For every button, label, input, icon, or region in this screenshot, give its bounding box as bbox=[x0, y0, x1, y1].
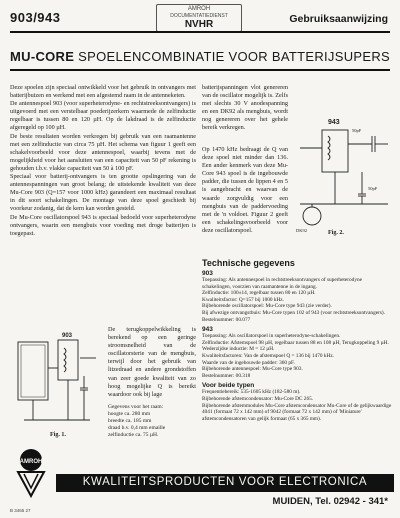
specs-heading: Technische gegevens bbox=[202, 258, 295, 268]
figure-2-coil-label: 943 bbox=[328, 119, 340, 126]
figure-1-schematic bbox=[10, 328, 106, 444]
body-right bbox=[202, 84, 288, 133]
paragraph: Op 1470 kHz bedraagt de Q van deze spoel niet minder dan 136. Een ander kenmerk van deze Mu-Core 943 spoel is de ingebouwde padder, die tussen de lippen 4 en 5 is aangebracht en waarvan de waarde zorgvuldig voor een mengbuis van de paddervoeding met de 'n voldoet. Figuur 2 geeft een schakelingsvoorbeeld voor deze oscillatorspoel. bbox=[202, 146, 288, 234]
amroh-logo bbox=[8, 448, 54, 500]
paragraph: De Mu-Core oscillatorspoel 943 is speciaal bedoeld voor superheterodyne ontvangers, waarin een mengbuis voor voeding met droge batterijen is toegepast. bbox=[10, 213, 196, 237]
spec-line: Kwaliteitsfactoren: Van de afstemspoel Q = 136 bij 1470 kHz. bbox=[202, 352, 335, 359]
figure-1-caption: Fig. 1. bbox=[50, 432, 66, 438]
spec-line: Bij afwezige ontvangstbuis: Mu-Core typen 102 of 943 (voor rechtstreeksontvangers). bbox=[202, 309, 385, 316]
doc-number: 903/943 bbox=[10, 10, 61, 25]
title-light: SPOELENCOMBINATIE VOOR BATTERIJSUPERS bbox=[78, 49, 390, 64]
spec-line: Frequentiebereik: 535-1605 kHz (182-580 m). bbox=[202, 389, 301, 396]
spec-line: Bijbehorende afstemcondensator: Mu-Core DC 265. bbox=[202, 395, 314, 402]
print-code: B 3465 27 bbox=[10, 508, 31, 513]
logo-text: AMROH bbox=[19, 459, 43, 465]
spec-line: Bijbehorende oscillatorspoel: Mu-Core type 943 (zie verder). bbox=[202, 303, 332, 310]
spec-903-list bbox=[202, 277, 392, 323]
header-rule bbox=[10, 31, 390, 33]
figure-2-schematic bbox=[292, 108, 394, 240]
spec-line: Wederzijdse inductie: M = 12 µH. bbox=[202, 346, 275, 353]
figure-1 bbox=[10, 328, 106, 444]
page-title bbox=[10, 49, 390, 64]
note-line: draad b.v. 0,4 mm emaille bbox=[108, 425, 166, 431]
stamp-line-1: AMROH bbox=[187, 6, 211, 12]
note-line: hoogte ca. 280 mm bbox=[108, 411, 151, 417]
technical-specs bbox=[202, 258, 392, 422]
footer-slogan: KWALITEITSPRODUCTEN VOOR ELECTRONICA bbox=[82, 476, 368, 488]
spec-line: Bijbehorende antennespoel: Mu-Core type 903. bbox=[202, 366, 303, 373]
figure-2-caption: Fig. 2. bbox=[328, 230, 344, 236]
figure-2-value: 50pF bbox=[352, 128, 362, 133]
spec-both-list bbox=[202, 389, 392, 422]
spec-line: Bestelnummer: 00.077 bbox=[202, 316, 251, 323]
spec-line: Zelfinductie: 100±14, regelbaar tussen 80 en 120 µH. bbox=[202, 290, 316, 297]
paragraph: Speciaal voor batterij-ontvangers is ten grootte opslingering van de antennespanningen van groot belang; de uitstekende kwaliteit van deze Mu-Core 903 (Q=157 voor 1000 kHz) garandeert een maximaal resultaat in dit soort schakelingen. De montage van deze spoel geschiedt bij voorkeur zodanig, dat de kern kan worden gesteld. bbox=[10, 173, 196, 213]
spec-both-title: Voor beide typen bbox=[202, 382, 255, 390]
title-bold: MU-CORE bbox=[10, 49, 75, 64]
archive-stamp bbox=[156, 4, 242, 32]
figure-1-notes bbox=[108, 404, 198, 439]
spec-line: Toepassing: Als antennespoel in rechtstreeksontvangers of superheterodyne schakelingen, voorzien van raamantenne in de ingang. bbox=[202, 277, 362, 290]
spec-line: Toepassing: Als oscillatorspoel in superheterodyne-schakelingen. bbox=[202, 333, 341, 340]
body-left bbox=[10, 84, 196, 238]
figure-1-coil-label: 903 bbox=[62, 333, 73, 339]
loop-antenna-frame bbox=[18, 342, 48, 400]
spec-903-title: 903 bbox=[202, 270, 213, 277]
tube-dk92 bbox=[303, 207, 321, 225]
body-right-2 bbox=[202, 146, 288, 235]
spec-line: Kwaliteitsfactor: Q=157 bij 1000 kHz. bbox=[202, 296, 284, 303]
paragraph: De terugkoppelwikkeling is berekend op een geringe stroomsnelheid van de oscillatorsterie van de mengbuis, terwijl door het gebruik van litzedraad en andere grondstoffen van zeer goede kwaliteit van zo hoog mogelijke Q is bereikt waardoor ook bij lage bbox=[108, 326, 196, 398]
note-line: Gegevens voor het raam: bbox=[108, 404, 164, 410]
paragraph: Deze spoelen zijn speciaal ontwikkeld voor het gebruik in ontvangers met batterijbuizen en werkend met een afgestemd raam in de antenneketen. bbox=[10, 84, 196, 100]
spec-line: Bestelnummer: 00.318 bbox=[202, 372, 251, 379]
coil-can-903 bbox=[58, 340, 78, 380]
coil-can-943 bbox=[322, 130, 348, 172]
spec-943-list bbox=[202, 333, 392, 379]
title-rule bbox=[10, 69, 390, 71]
spec-line: Waarde van de ingebouwde padder: 360 pF. bbox=[202, 359, 295, 366]
figure-2-value: DK92 bbox=[296, 228, 307, 233]
body-left-narrow bbox=[108, 326, 196, 399]
note-line: breedte ca. 185 mm bbox=[108, 418, 152, 424]
stamp-line-2: DOCUMENTATIEDIENST bbox=[170, 13, 228, 19]
spec-line: Bijbehorende afstemmodules Mu-Core afstemcondensator Mu-Core of de gelijkwaardige 4041 (formaat 72 x 142 mm) of 9042 (formaat 72 x 142 mm) of 'Miniature' afstemcondensatoren van gelijk formaat (65 x 365 mm). bbox=[202, 402, 392, 422]
doc-type: Gebruiksaanwijzing bbox=[289, 13, 388, 25]
figure-2-value: 50pF bbox=[368, 186, 378, 191]
stamp-line-3: NVHR bbox=[184, 19, 214, 30]
spec-line: Zelfinductie: Afstemspoel 98 µH, regelbaar tussen 88 en 108 µH, Terugkoppeling 9 µH. bbox=[202, 339, 389, 346]
figure-2 bbox=[292, 108, 394, 240]
spec-943-title: 943 bbox=[202, 326, 213, 334]
paragraph: De beste resultaten worden verkregen bij gebruik van een raamantenne met een zelfinductie van circa 75 µH. Het schema van figuur 1 geeft een schakelvoorbeeld voor deze antennespoel, waarbij tevens met de mogelijkheid voor het aansluiten van een capaciteit van 50 pF rekening is gehouden t.b.v. vlakke capaciteit van 50 à 100 pF. bbox=[10, 132, 196, 172]
paragraph: batterijspanningen vlot genereren van de oscillator mogelijk is. Zelfs met slechts 30 V anodespanning en een DK92 als mengbuis, wordt nog genereren over het gehele bereik verkregen. bbox=[202, 84, 288, 132]
note-line: zelfinductie ca. 75 µH. bbox=[108, 432, 159, 438]
footer-contact: MUIDEN, Tel. 02942 - 341* bbox=[272, 496, 388, 507]
paragraph: De antennespoel 903 (voor superheterodyne- en rechtstreeksontvangers) is uitgevoerd met een verstelbaar poederijzerkern waarmede de zelfinductie regelbaar is tussen 80 en 120 µH. Op de lakdraad is de zelfinductie afgeregeld op 100 µH. bbox=[10, 100, 196, 132]
